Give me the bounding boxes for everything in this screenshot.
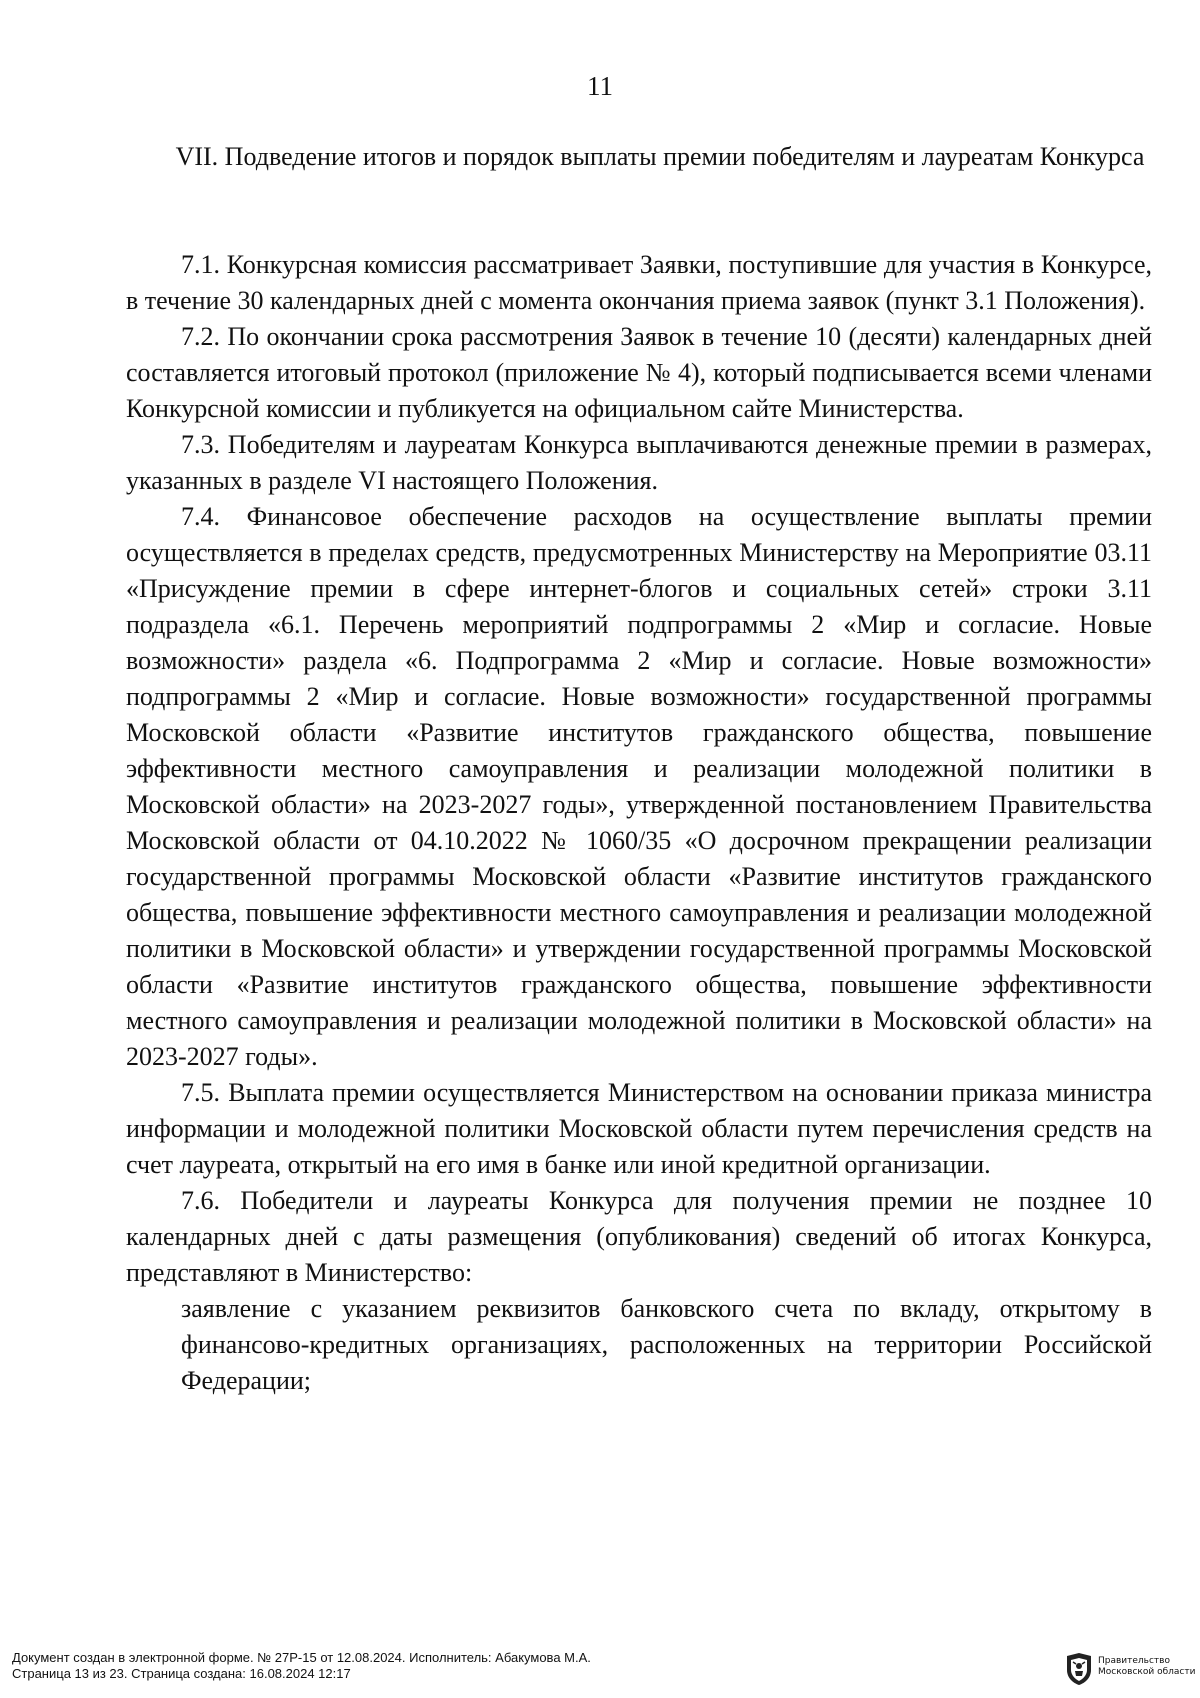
list-item: заявление с указанием реквизитов банковского счета по вкладу, открытому в финансово-кредитных организациях, расположенных на территории Российской Федерации; — [181, 1294, 1152, 1395]
paragraph-7-2: 7.2. По окончании срока рассмотрения Заявок в течение 10 (десяти) календарных дней составляется итоговый протокол (приложение № 4), который подписывается всеми членами Конкурсной комиссии и публикуется на официальном сайте Министерства. — [126, 322, 1152, 423]
government-name — [1098, 1656, 1195, 1678]
section-title: VII. Подведение итогов и порядок выплаты премии победителям и лауреатам Конкурса — [175, 142, 1145, 171]
paragraph-7-5: 7.5. Выплата премии осуществляется Министерством на основании приказа министра информации и молодежной политики Московской области путем перечисления средств на счет лауреата, открытый на его имя в банке или иной кредитной организации. — [126, 1078, 1152, 1179]
footer-document-info: Документ создан в электронной форме. № 27Р-15 от 12.08.2024. Исполнитель: Абакумова М.А. — [12, 1650, 591, 1665]
coat-of-arms-icon — [1064, 1652, 1094, 1686]
document-body — [126, 247, 1152, 1399]
document-footer — [12, 1650, 1196, 1690]
government-logo — [1064, 1652, 1196, 1688]
footer-text — [12, 1650, 591, 1682]
government-name-line1: Правительство — [1098, 1656, 1170, 1666]
footer-page-info: Страница 13 из 23. Страница создана: 16.08.2024 12:17 — [12, 1666, 351, 1681]
paragraph-7-6: 7.6. Победители и лауреаты Конкурса для получения премии не позднее 10 календарных дней с даты размещения (опубликования) сведений об итогах Конкурса, представляют в Министерство: — [126, 1186, 1152, 1287]
paragraph-7-4: 7.4. Финансовое обеспечение расходов на осуществление выплаты премии осуществляется в пределах средств, предусмотренных Министерству на Мероприятие 03.11 «Присуждение премии в сфере интернет-блогов и социальных сетей» строки 3.11 подраздела «6.1. Перечень мероприятий подпрограммы 2 «Мир и согласие. Новые возможности» раздела «6. Подпрограмма 2 «Мир и согласие. Новые возможности» подпрограммы 2 «Мир и согласие. Новые возможности» государственной программы Московской области «Развитие институтов гражданского общества, повышение эффективности местного самоуправления и реализации молодежной политики в Московской области» на 2023-2027 годы», утвержденной постановлением Правительства Московской области от 04.10.2022 № 1060/35 «О досрочном прекращении реализации государственной программы Московской области «Развитие институтов гражданского общества, повышение эффективности местного самоуправления и реализации молодежной политики в Московской области» и утверждении государственной программы Московской области «Развитие институтов гражданского общества, повышение эффективности местного самоуправления и реализации молодежной политики в Московской области» на 2023-2027 годы». — [126, 502, 1152, 1071]
paragraph-7-3: 7.3. Победителям и лауреатам Конкурса выплачиваются денежные премии в размерах, указанных в разделе VI настоящего Положения. — [126, 430, 1152, 495]
page-number: 11 — [587, 71, 613, 101]
paragraph-7-1: 7.1. Конкурсная комиссия рассматривает Заявки, поступившие для участия в Конкурсе, в течение 30 календарных дней с момента окончания приема заявок (пункт 3.1 Положения). — [126, 250, 1152, 315]
government-name-line2: Московской области — [1098, 1667, 1196, 1677]
